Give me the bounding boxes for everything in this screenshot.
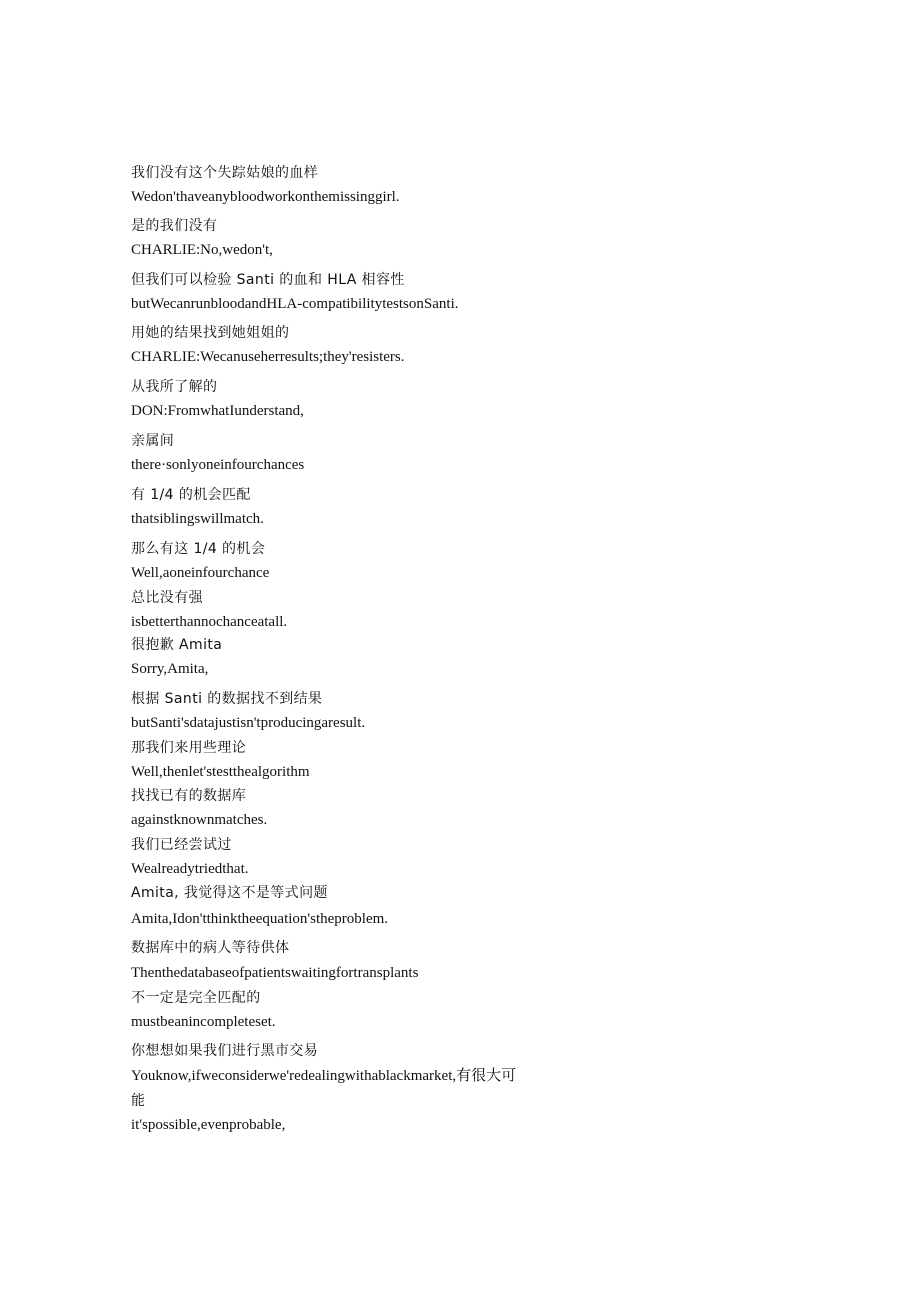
text-line: 但我们可以检验 Santi 的血和 HLA 相容性 xyxy=(131,272,405,288)
text-line: Wealreadytriedthat. xyxy=(131,861,249,877)
text-line: 根据 Santi 的数据找不到结果 xyxy=(131,691,323,707)
text-line: thatsiblingswillmatch. xyxy=(131,511,264,527)
text-line: 我们没有这个失踪姑娘的血样 xyxy=(131,165,319,181)
text-line: 亲属间 xyxy=(131,433,175,449)
text-line: butWecanrunbloodandHLA-compatibilitytestsonSanti. xyxy=(131,296,459,312)
text-line: Thenthedatabaseofpatientswaitingfortransplants xyxy=(131,965,419,981)
text-line: 是的我们没有 xyxy=(131,218,218,234)
text-line: Sorry,Amita, xyxy=(131,661,209,677)
text-line: 你想想如果我们进行黑市交易 xyxy=(131,1043,319,1059)
text-line: Well,thenlet'stestthealgorithm xyxy=(131,764,310,780)
text-line: 我们已经尝试过 xyxy=(131,837,232,853)
text-line: 有 1/4 的机会匹配 xyxy=(131,487,251,503)
text-line: 那么有这 1/4 的机会 xyxy=(131,541,266,557)
text-line: 找找已有的数据库 xyxy=(131,788,247,804)
text-line: DON:FromwhatIunderstand, xyxy=(131,403,304,419)
text-line: Amita, 我觉得这不是等式问题 xyxy=(131,885,328,901)
text-line: 能 xyxy=(131,1093,146,1109)
text-line: CHARLIE:No,wedon't, xyxy=(131,242,273,258)
text-line: 数据库中的病人等待供体 xyxy=(131,940,290,956)
text-line: CHARLIE:Wecanuseherresults;they'resisters. xyxy=(131,349,405,365)
text-line: 不一定是完全匹配的 xyxy=(131,990,261,1006)
text-line: isbetterthannochanceatall. xyxy=(131,614,288,630)
text-line: 很抱歉 Amita xyxy=(131,637,223,653)
text-line: butSanti'sdatajustisn'tproducingaresult. xyxy=(131,715,366,731)
text-line: Well,aoneinfourchance xyxy=(131,565,270,581)
text-line: it'spossible,evenprobable, xyxy=(131,1117,286,1133)
text-line: mustbeanincompleteset. xyxy=(131,1014,276,1030)
text-line: Youknow,ifweconsiderwe'redealingwithablackmarket,有很大可 xyxy=(131,1068,517,1084)
text-line: there·sonlyoneinfourchances xyxy=(131,457,305,473)
text-line: Wedon'thaveanybloodworkonthemissinggirl. xyxy=(131,189,400,205)
text-line: 总比没有强 xyxy=(131,590,203,606)
text-line: 用她的结果找到她姐姐的 xyxy=(131,325,290,341)
text-line: againstknownmatches. xyxy=(131,812,268,828)
text-line: 从我所了解的 xyxy=(131,379,218,395)
text-line: 那我们来用些理论 xyxy=(131,740,247,756)
text-line: Amita,Idon'tthinktheequation'stheproblem. xyxy=(131,911,389,927)
